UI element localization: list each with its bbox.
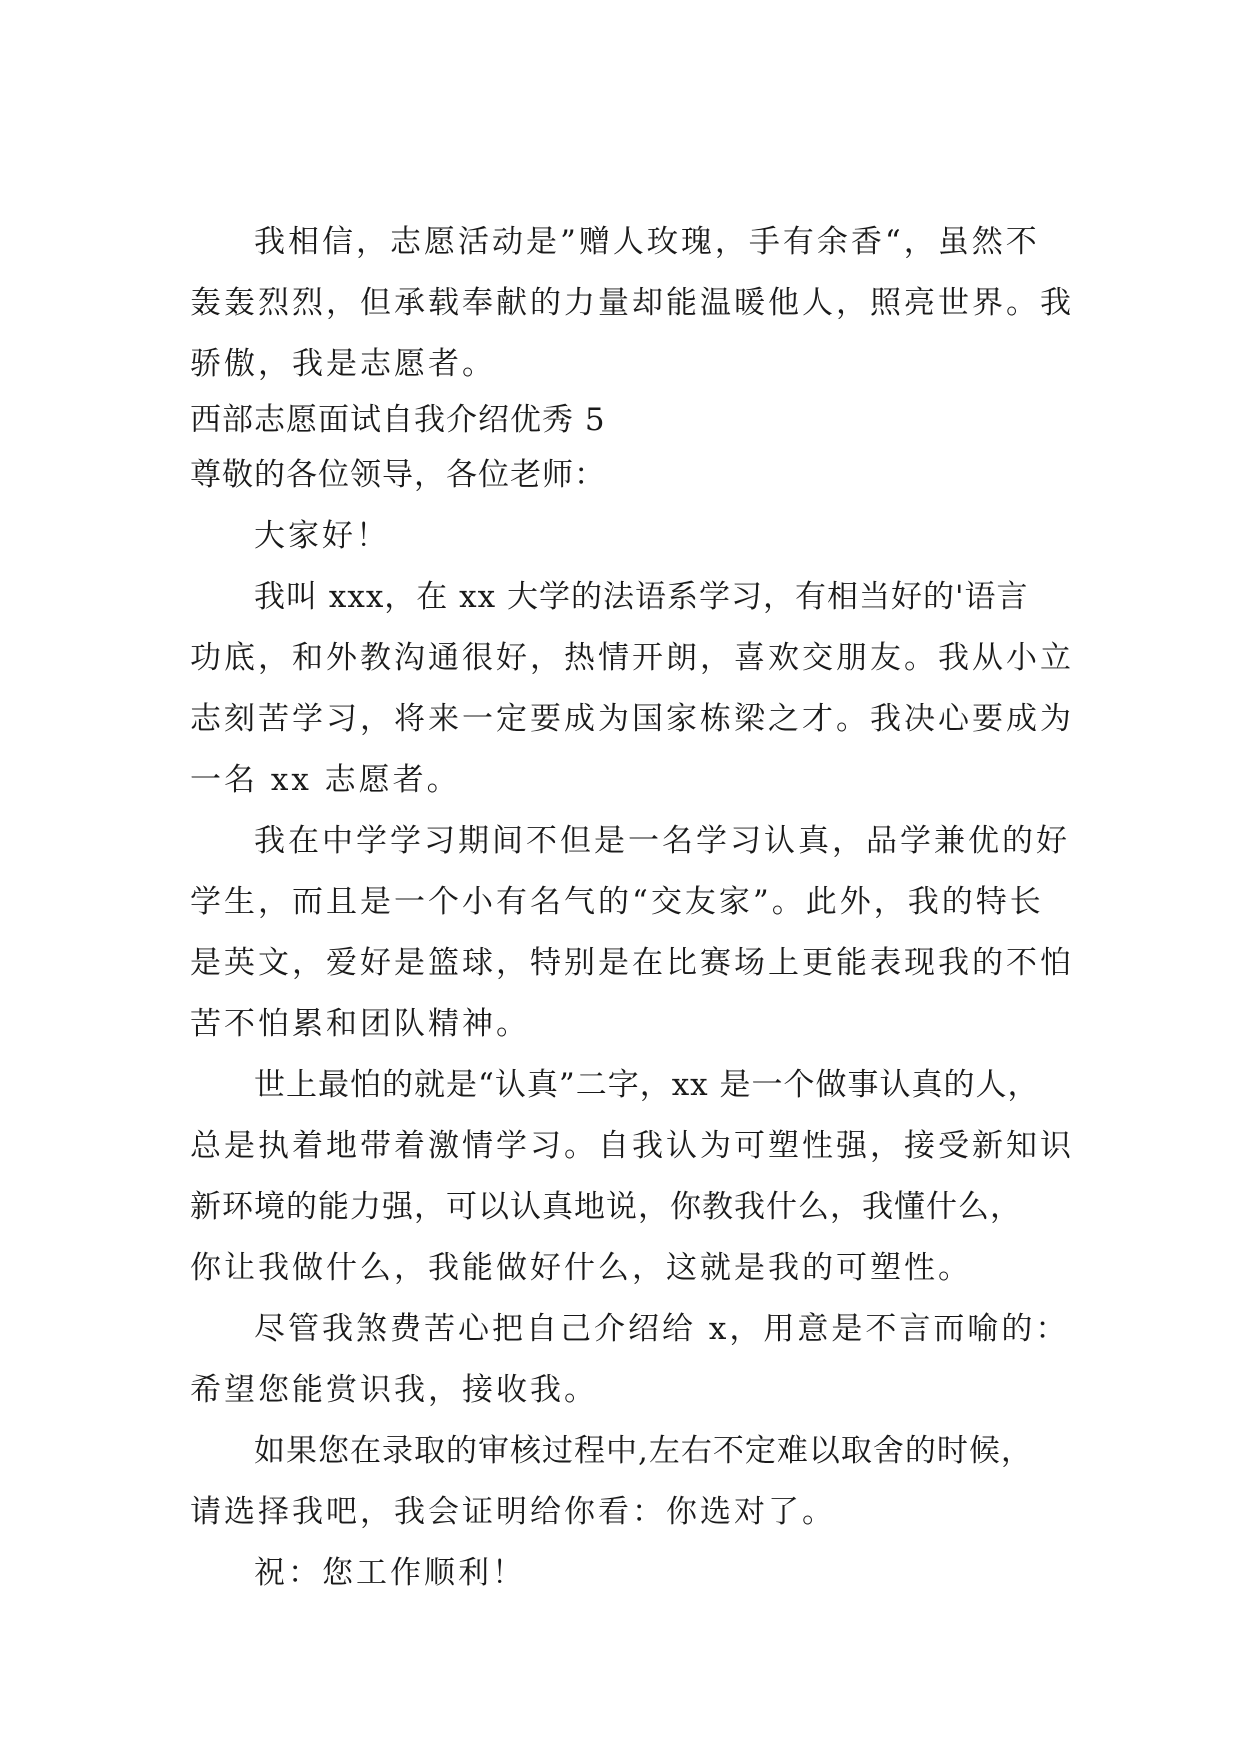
text-line: 如果您在录取的审核过程中,左右不定难以取舍的时候， (254, 1433, 1033, 1469)
document-body (190, 212, 1074, 1604)
text-line: 我叫 xxx，在 xx 大学的法语系学习，有相当好的'语言 (254, 579, 1029, 615)
text-line: 我在中学学习期间不但是一名学习认真，品学兼优的好 (254, 823, 1070, 859)
text-line: 是英文，爱好是篮球，特别是在比赛场上更能表现我的不怕 (190, 945, 1074, 981)
salutation: 尊敬的各位领导，各位老师： (190, 457, 606, 493)
text-line: 新环境的能力强，可以认真地说，你教我什么，我懂什么， (190, 1189, 1022, 1225)
text-line: 总是执着地带着激情学习。自我认为可塑性强，接受新知识 (190, 1128, 1074, 1164)
text-line: 功底，和外教沟通很好，热情开朗，喜欢交朋友。我从小立 (190, 640, 1074, 676)
paragraph-choose-me (190, 1421, 1050, 1543)
paragraph-seriousness (190, 1055, 1074, 1299)
paragraph-hope (190, 1299, 1070, 1421)
text-line: 世上最怕的就是“认真”二字，xx 是一个做事认真的人， (254, 1067, 1040, 1103)
text-line: 志刻苦学习，将来一定要成为国家栋梁之才。我决心要成为 (190, 701, 1074, 737)
text-line: 尽管我煞费苦心把自己介绍给 x，用意是不言而喻的： (254, 1311, 1070, 1347)
text-line: 我相信，志愿活动是”赠人玫瑰，手有余香“，虽然不 (254, 224, 1040, 260)
section-heading: 西部志愿面试自我介绍优秀 5 (190, 402, 606, 438)
text-line: 一名 xx 志愿者。 (190, 762, 461, 798)
text-line: 你让我做什么，我能做好什么，这就是我的可塑性。 (190, 1250, 972, 1286)
text-line: 轰轰烈烈，但承载奉献的力量却能温暖他人，照亮世界。我 (190, 285, 1074, 321)
paragraph-introduction (190, 567, 1074, 811)
greeting: 大家好！ (254, 518, 390, 554)
paragraph-volunteer-belief (190, 212, 1074, 395)
text-line: 骄傲，我是志愿者。 (190, 346, 496, 382)
closing-wish: 祝：您工作顺利！ (254, 1555, 526, 1591)
paragraph-school-life (190, 811, 1074, 1055)
text-line: 学生，而且是一个小有名气的“交友家”。此外，我的特长 (190, 884, 1044, 920)
text-line: 请选择我吧，我会证明给你看：你选对了。 (190, 1494, 836, 1530)
text-line: 希望您能赏识我，接收我。 (190, 1372, 598, 1408)
text-line: 苦不怕累和团队精神。 (190, 1006, 530, 1042)
